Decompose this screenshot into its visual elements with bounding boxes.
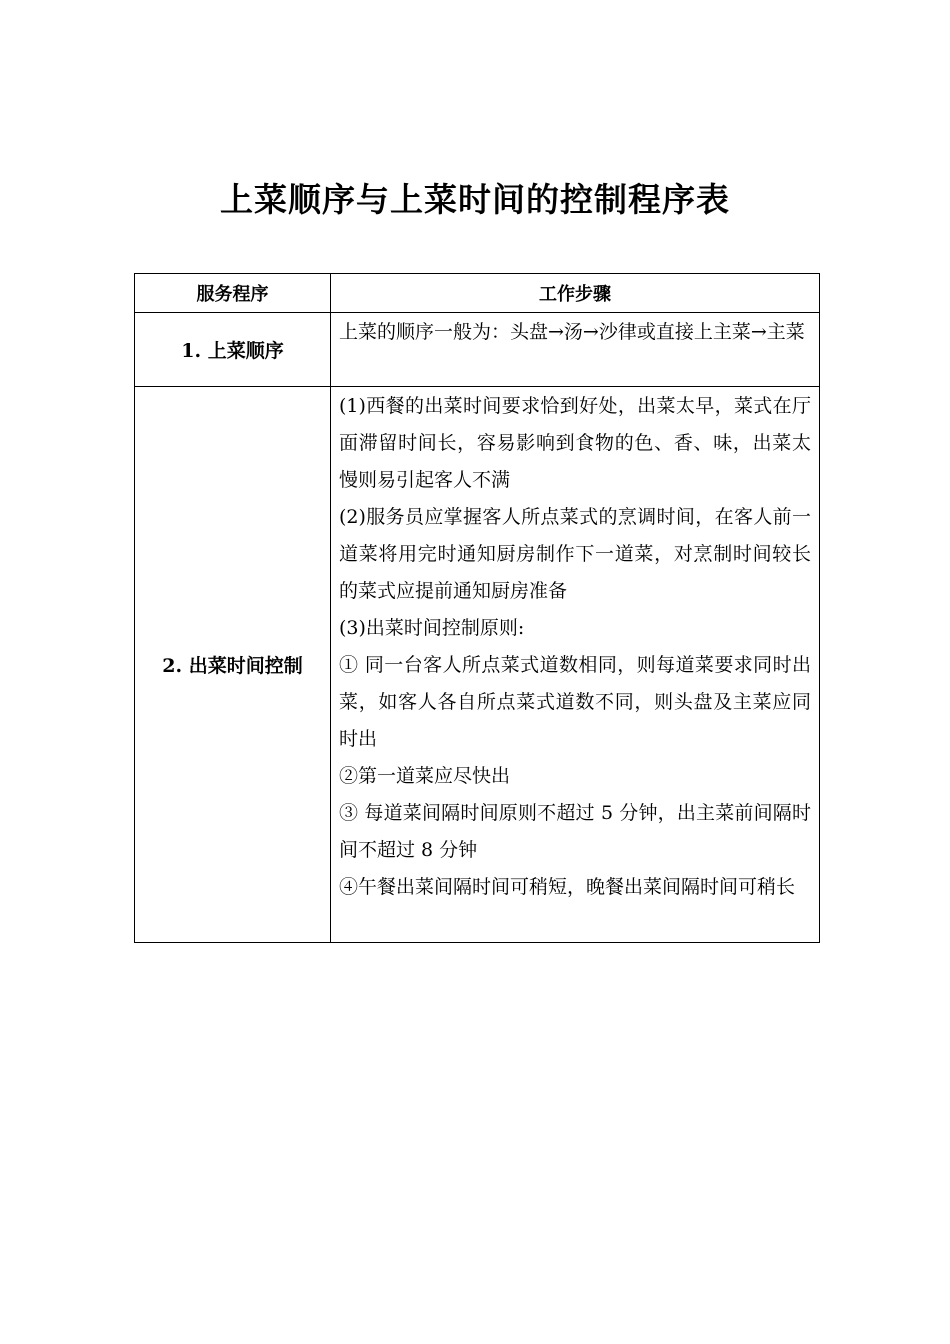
procedure-table [134,273,820,943]
table-header-row [135,274,820,313]
table-row [135,387,820,943]
step-text: (1)西餐的出菜时间要求恰到好处，出菜太早，菜式在厅面滞留时间长，容易影响到食物的色、香、味，出菜太慢则易引起客人不满 [339,395,811,491]
step-text: 上菜的顺序一般为：头盘→汤→沙律或直接上主菜→主菜 [339,321,805,343]
procedure-steps [331,313,820,387]
table-row [135,313,820,387]
step-text: ②第一道菜应尽快出 [339,765,511,787]
procedure-name: 1. 上菜顺序 [135,313,331,387]
step-text: ④午餐出菜间隔时间可稍短，晚餐出菜间隔时间可稍长 [339,876,796,898]
step-text: ① 同一台客人所点菜式道数相同，则每道菜要求同时出菜，如客人各自所点菜式道数不同，则头盘及主菜应同时出 [339,654,811,750]
procedure-steps [331,387,820,943]
header-steps: 工作步骤 [331,274,820,313]
step-text: (3)出菜时间控制原则: [339,617,525,639]
procedure-name: 2. 出菜时间控制 [135,387,331,943]
document-title: 上菜顺序与上菜时间的控制程序表 [220,180,730,219]
header-procedure: 服务程序 [135,274,331,313]
step-text: (2)服务员应掌握客人所点菜式的烹调时间，在客人前一道菜将用完时通知厨房制作下一道菜，对烹制时间较长的菜式应提前通知厨房准备 [339,506,811,602]
step-text: ③ 每道菜间隔时间原则不超过 5 分钟，出主菜前间隔时间不超过 8 分钟 [339,802,811,861]
